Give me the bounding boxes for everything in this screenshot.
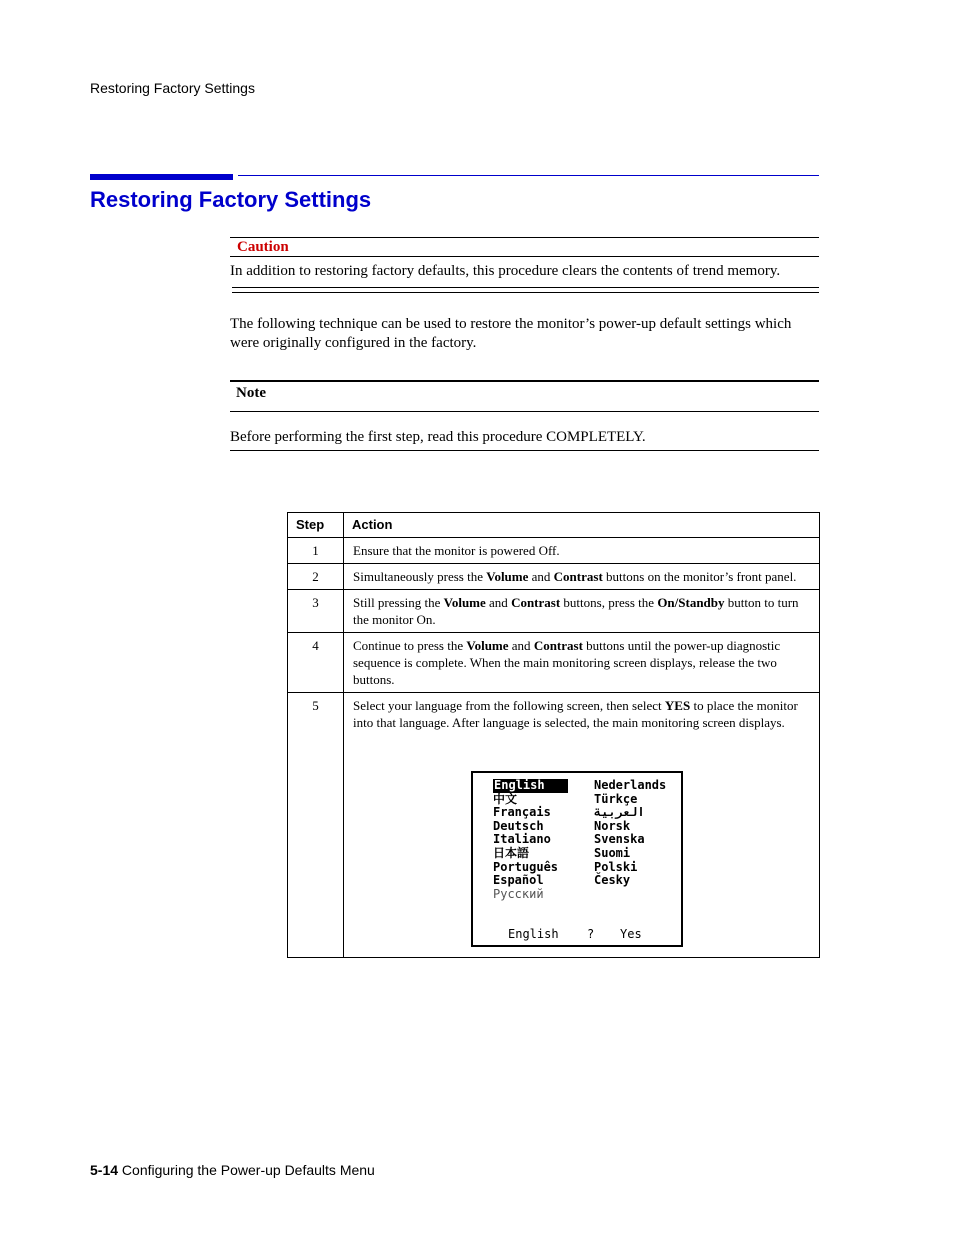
language-list-left — [493, 779, 568, 901]
table-row — [288, 564, 820, 590]
table-row — [288, 633, 820, 693]
caution-bottom-rule-1 — [232, 287, 819, 288]
language-option[interactable]: Svenska — [594, 832, 645, 847]
action-text: and — [508, 638, 534, 653]
action-text: Ensure that the monitor is powered Off. — [353, 543, 560, 558]
page-number: 5-14 — [90, 1162, 119, 1178]
step-number: 2 — [288, 564, 344, 590]
action-text: to place the monitor into that language. After language is selected, the main monitoring screen displays. — [353, 698, 798, 730]
action-text: Select your language from the following screen, then select — [353, 698, 665, 713]
note-top-rule — [230, 380, 819, 382]
action-text: Continue to press the — [353, 638, 467, 653]
action-text: buttons until the power-up diagnostic sequence is complete. When the main monitoring screen displays, release the two buttons. — [353, 638, 781, 687]
step-number: 4 — [288, 633, 344, 693]
action-emphasis: Contrast — [533, 638, 583, 653]
caution-label: Caution — [237, 239, 289, 255]
step-action — [344, 590, 820, 633]
language-option[interactable]: Italiano — [493, 832, 551, 847]
help-softkey: ? — [587, 927, 595, 941]
language-option[interactable]: العربية — [594, 805, 645, 820]
page-footer — [90, 1162, 375, 1178]
language-option[interactable]: Suomi — [594, 845, 631, 860]
language-option[interactable]: Norsk — [594, 818, 631, 833]
column-header-action: Action — [344, 513, 820, 538]
running-header: Restoring Factory Settings — [90, 80, 255, 96]
language-selection-screen — [471, 771, 683, 947]
language-option[interactable]: 日本語 — [493, 845, 530, 860]
step-number: 5 — [288, 693, 344, 958]
language-list-right — [594, 779, 666, 888]
language-option[interactable]: Nederlands — [594, 778, 667, 792]
note-text: Before performing the first step, read this procedure COMPLETELY. — [230, 429, 646, 445]
note-label-rule — [230, 411, 819, 412]
caution-label-rule — [230, 256, 819, 257]
step-action — [344, 633, 820, 693]
step-action — [353, 697, 811, 731]
action-text: and — [485, 595, 512, 610]
action-emphasis: Contrast — [511, 595, 561, 610]
table-header-row — [288, 513, 820, 538]
action-emphasis: On/Standby — [657, 595, 725, 610]
language-option[interactable]: Česky — [594, 873, 631, 888]
language-option[interactable]: Français — [493, 805, 551, 820]
table-row — [288, 693, 820, 958]
table-row — [288, 590, 820, 633]
action-text: buttons, press the — [560, 595, 658, 610]
action-text: buttons on the monitor’s front panel. — [602, 569, 797, 584]
step-number: 3 — [288, 590, 344, 633]
chapter-title: Configuring the Power-up Defaults Menu — [121, 1162, 375, 1178]
caution-bottom-rule-2 — [232, 292, 819, 293]
table-row — [288, 538, 820, 564]
step-action-cell — [344, 693, 820, 958]
language-option[interactable]: Polski — [594, 859, 638, 874]
section-rule — [238, 175, 819, 176]
yes-softkey: Yes — [620, 927, 642, 941]
action-emphasis: Volume — [466, 638, 509, 653]
language-option[interactable]: Türkçe — [594, 791, 638, 806]
action-text: Simultaneously press the — [353, 569, 487, 584]
action-emphasis: YES — [664, 698, 691, 713]
note-bottom-rule — [230, 450, 819, 451]
step-action — [344, 564, 820, 590]
procedure-table — [287, 512, 820, 958]
language-option[interactable]: 中文 — [493, 791, 518, 806]
intro-paragraph: The following technique can be used to restore the monitor’s power-up default settings which were originally configured in the factory. — [230, 316, 792, 351]
section-rule-accent — [90, 174, 233, 180]
current-language-label: English — [508, 927, 559, 941]
column-header-step: Step — [288, 513, 344, 538]
language-option[interactable]: Русский — [493, 886, 544, 901]
section-title: Restoring Factory Settings — [90, 187, 372, 212]
action-emphasis: Volume — [486, 569, 529, 584]
caution-text: In addition to restoring factory defaults, this procedure clears the contents of trend memory. — [230, 263, 781, 279]
language-option[interactable]: English — [493, 779, 568, 793]
action-emphasis: Contrast — [553, 569, 603, 584]
step-action — [344, 538, 820, 564]
language-option[interactable]: Português — [493, 859, 559, 874]
language-option[interactable]: Deutsch — [493, 818, 544, 833]
action-text: and — [528, 569, 554, 584]
note-label: Note — [236, 385, 266, 401]
action-text: button to turn the monitor On. — [353, 595, 799, 627]
step-number: 1 — [288, 538, 344, 564]
caution-top-rule — [230, 237, 819, 238]
action-emphasis: Volume — [443, 595, 486, 610]
action-text: Still pressing the — [353, 595, 444, 610]
language-option[interactable]: Español — [493, 873, 544, 888]
